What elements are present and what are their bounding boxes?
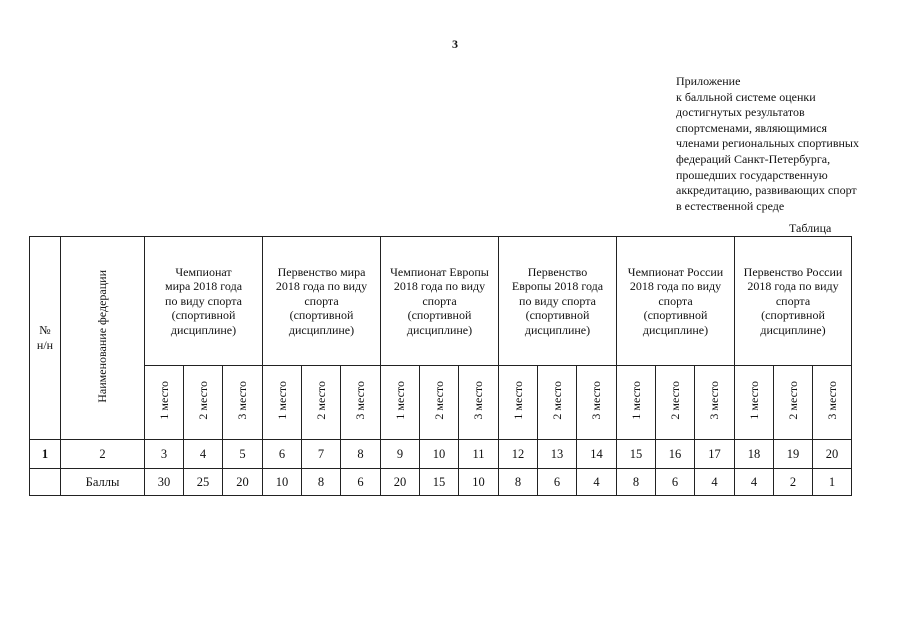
column-number-cell: 9 xyxy=(381,440,420,469)
column-number-cell: 8 xyxy=(341,440,381,469)
federation-column-header xyxy=(61,237,145,440)
place-header xyxy=(499,366,538,440)
competition-header-line: (спортивной xyxy=(643,308,708,323)
score-cell: 15 xyxy=(420,469,459,496)
competition-header-line: Чемпионат России xyxy=(627,264,724,279)
column-number-cell: 11 xyxy=(459,440,499,469)
place-header xyxy=(538,366,577,440)
competition-header-line: 2018 года по виду xyxy=(275,279,368,294)
competition-header-line: дисциплине) xyxy=(524,322,591,337)
column-number-cell: 10 xyxy=(420,440,459,469)
competition-header-line: спорта xyxy=(304,293,339,308)
competition-header-line: дисциплине) xyxy=(288,322,355,337)
place-header-label: 1 место xyxy=(628,381,643,420)
appendix-line: в естественной среде xyxy=(676,198,785,213)
score-cell: 4 xyxy=(695,469,735,496)
competition-header-line: Первенство России xyxy=(743,264,843,279)
score-cell: 8 xyxy=(499,469,538,496)
score-cell: 8 xyxy=(302,469,341,496)
score-cell: 6 xyxy=(538,469,577,496)
place-header-label: 3 место xyxy=(471,381,485,420)
column-number-cell: 12 xyxy=(499,440,538,469)
competition-header-line: 2018 года по виду xyxy=(393,279,486,294)
score-row-number xyxy=(30,469,61,496)
place-header xyxy=(774,366,813,440)
place-header-label: 2 место xyxy=(667,381,682,420)
place-header xyxy=(459,366,499,440)
score-row xyxy=(30,469,852,496)
column-number-cell: 20 xyxy=(813,440,852,469)
number-column-label: № xyxy=(39,323,51,337)
place-header xyxy=(184,366,223,440)
column-number-cell: 2 xyxy=(61,440,145,469)
column-number-cell: 5 xyxy=(223,440,263,469)
number-column-header xyxy=(30,237,61,440)
appendix-line: членами региональных спортивных xyxy=(676,136,859,151)
federation-column-label: Наименование федерации xyxy=(95,269,109,403)
column-number-cell: 1 xyxy=(30,440,61,469)
score-cell: 25 xyxy=(184,469,223,496)
appendix-line: к балльной системе оценки xyxy=(676,89,816,104)
table-caption: Таблица xyxy=(789,221,832,235)
column-number-cell: 17 xyxy=(695,440,735,469)
place-header-label: 1 место xyxy=(392,381,407,420)
place-header-label: 2 место xyxy=(313,381,328,420)
competition-header-line: дисциплине) xyxy=(760,322,826,337)
column-number-cell: 4 xyxy=(184,440,223,469)
place-header-label: 3 место xyxy=(235,381,249,420)
competition-header xyxy=(145,237,263,366)
score-cell: 4 xyxy=(577,469,617,496)
competition-header-line: по виду спорта xyxy=(165,293,242,308)
appendix-line: аккредитацию, развивающих спорт xyxy=(676,183,857,198)
place-header xyxy=(420,366,459,440)
appendix-line: федераций Санкт-Петербурга, xyxy=(676,151,831,166)
score-cell: 20 xyxy=(381,469,420,496)
place-header-label: 1 место xyxy=(746,381,761,420)
place-header xyxy=(302,366,341,440)
column-number-cell: 19 xyxy=(774,440,813,469)
score-cell: 6 xyxy=(656,469,695,496)
score-cell: 6 xyxy=(341,469,381,496)
score-cell: 1 xyxy=(813,469,852,496)
place-header-label: 2 место xyxy=(785,381,800,420)
place-header-label: 2 место xyxy=(549,381,564,420)
place-header-label: 3 место xyxy=(589,381,603,420)
competition-header-line: (спортивной xyxy=(289,308,354,323)
competition-header-line: дисциплине) xyxy=(642,322,709,337)
competition-header-line: Первенство мира xyxy=(277,264,366,279)
place-header-label: 3 место xyxy=(824,381,839,420)
competition-header-line: спорта xyxy=(658,293,693,308)
competition-header-line: спорта xyxy=(775,293,811,308)
place-header xyxy=(656,366,695,440)
competition-header-line: дисциплине) xyxy=(406,322,473,337)
competition-header xyxy=(617,237,735,366)
competition-header-line: дисциплине) xyxy=(170,322,237,337)
place-header xyxy=(145,366,184,440)
scores-table xyxy=(29,236,852,496)
place-header xyxy=(577,366,617,440)
place-header-label: 1 место xyxy=(156,381,171,420)
place-header-label: 1 место xyxy=(510,381,525,420)
competition-header-line: Чемпионат xyxy=(175,264,232,279)
place-header-label: 3 место xyxy=(353,381,367,420)
column-number-cell: 3 xyxy=(145,440,184,469)
place-header-label: 2 место xyxy=(195,381,210,420)
appendix-line: спортсменами, являющимися xyxy=(676,120,828,135)
appendix-line: прошедших государственную xyxy=(676,167,828,182)
appendix-note xyxy=(676,74,886,214)
place-header-label: 1 место xyxy=(274,381,289,420)
competition-header-line: (спортивной xyxy=(525,308,590,323)
column-number-cell: 16 xyxy=(656,440,695,469)
competition-header-line: (спортивной xyxy=(171,308,236,323)
column-number-cell: 6 xyxy=(263,440,302,469)
score-cell: 30 xyxy=(145,469,184,496)
score-cell: 8 xyxy=(617,469,656,496)
column-number-row xyxy=(30,440,852,469)
place-header xyxy=(381,366,420,440)
competition-header xyxy=(499,237,617,366)
place-header-label: 2 место xyxy=(431,381,446,420)
score-cell: 2 xyxy=(774,469,813,496)
competition-header xyxy=(381,237,499,366)
place-header xyxy=(813,366,852,440)
column-number-cell: 7 xyxy=(302,440,341,469)
competition-header-line: Первенство xyxy=(527,264,588,279)
score-cell: 20 xyxy=(223,469,263,496)
appendix-line: достигнутых результатов xyxy=(676,105,805,120)
competition-header xyxy=(735,237,852,366)
competition-header-line: мира 2018 года xyxy=(164,279,243,294)
place-header xyxy=(341,366,381,440)
column-number-cell: 18 xyxy=(735,440,774,469)
competition-header-line: Европы 2018 года xyxy=(511,279,604,294)
score-cell: 10 xyxy=(263,469,302,496)
column-number-cell: 14 xyxy=(577,440,617,469)
place-header xyxy=(617,366,656,440)
place-header xyxy=(735,366,774,440)
score-cell: 10 xyxy=(459,469,499,496)
place-header xyxy=(223,366,263,440)
competition-header-line: (спортивной xyxy=(761,308,825,323)
place-header-label: 3 место xyxy=(707,381,721,420)
appendix-line: Приложение xyxy=(676,74,741,88)
score-row-label: Баллы xyxy=(61,469,145,496)
competition-header-line: спорта xyxy=(422,293,457,308)
place-header xyxy=(695,366,735,440)
page-number: 3 xyxy=(452,37,458,51)
competition-header-line: (спортивной xyxy=(407,308,472,323)
competition-header-line: Чемпионат Европы xyxy=(390,264,489,279)
column-number-cell: 13 xyxy=(538,440,577,469)
competition-header-line: 2018 года по виду xyxy=(747,279,839,294)
score-cell: 4 xyxy=(735,469,774,496)
column-number-cell: 15 xyxy=(617,440,656,469)
place-header xyxy=(263,366,302,440)
competition-header-line: 2018 года по виду xyxy=(629,279,722,294)
number-column-label: н/н xyxy=(36,338,54,352)
competition-header-line: по виду спорта xyxy=(519,293,596,308)
competition-header xyxy=(263,237,381,366)
